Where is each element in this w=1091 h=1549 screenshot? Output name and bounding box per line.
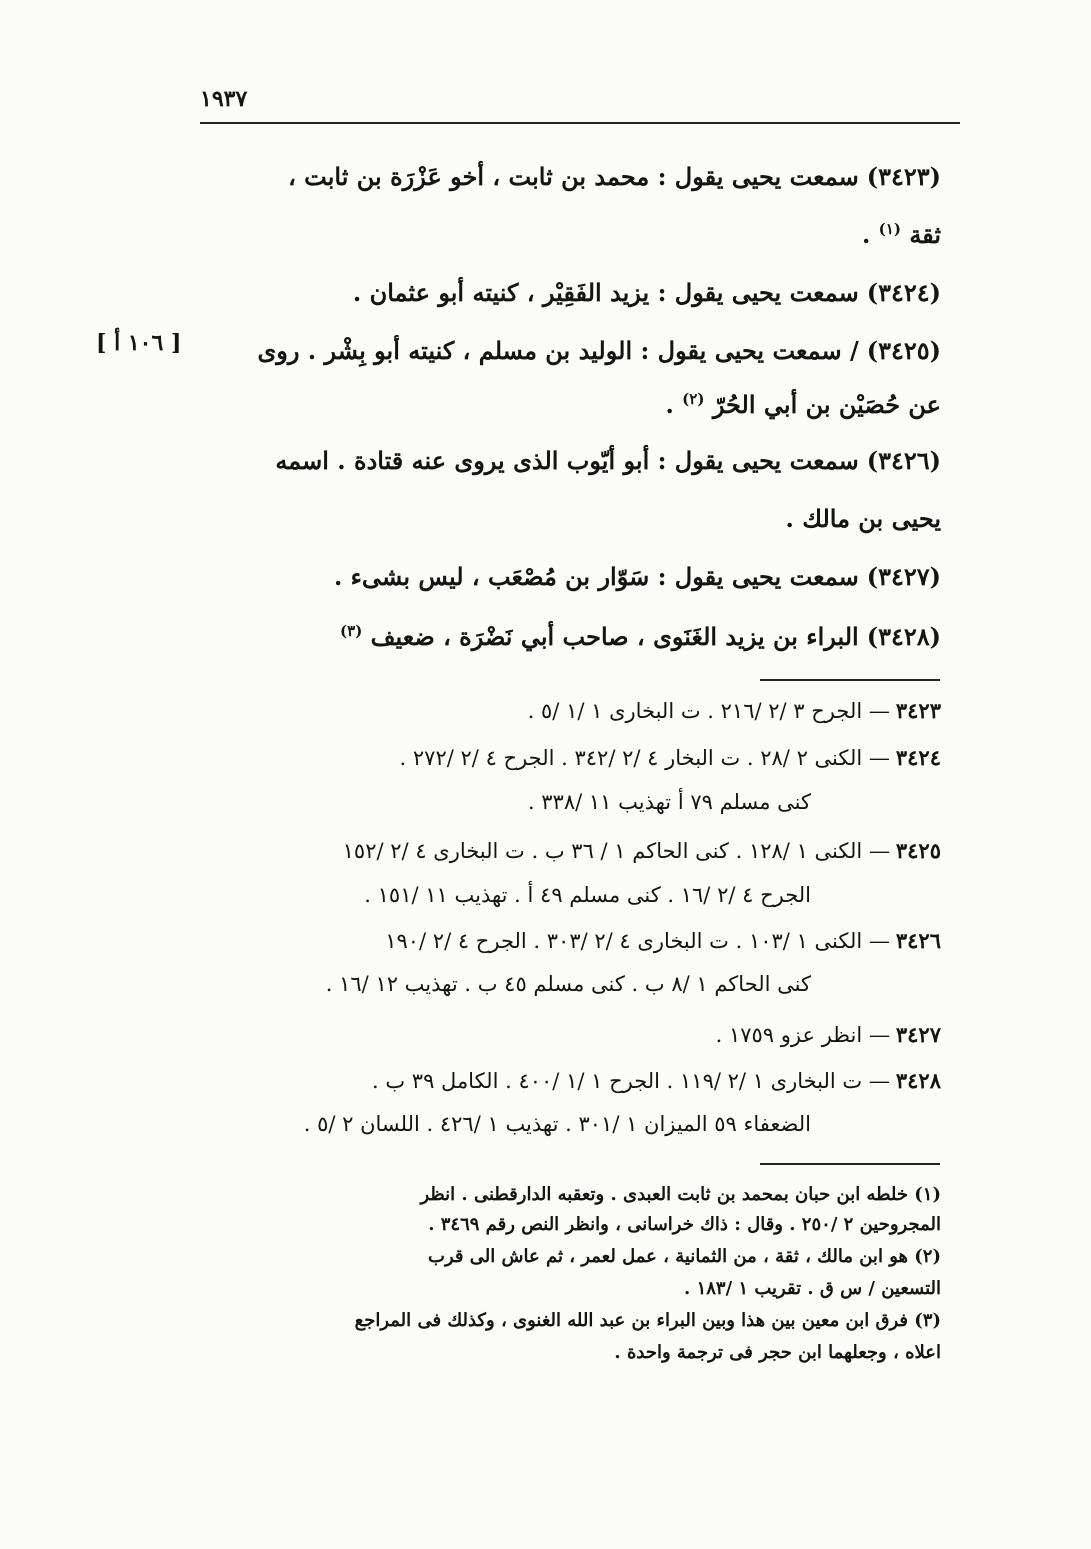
entry-3426-continuation — [786, 504, 942, 533]
entry-text: سمعت يحيى يقول : أبو أيّوب الذى يروى عنه قتادة . اسمه — [275, 446, 859, 475]
reference-3426 — [385, 928, 941, 953]
entry-text: البراء بن يزيد الغَنَوى ، صاحب أبي نَضْرَة ، ضعيف — [370, 622, 859, 651]
reference-3423 — [528, 698, 941, 723]
reference-3428 — [372, 1068, 941, 1093]
entry-3425 — [257, 336, 941, 365]
reference-line: — الكنى ١ /١٠٣ . ت البخارى ٤ /٢ /٣٠٣ . الجرح ٤ /٢ /١٩٠ — [385, 929, 890, 953]
references-rule — [760, 679, 940, 681]
reference-line: — الكنى ١ /١٢٨ . كنى الحاكم ١ / ٣٦ ب . ت البخارى ٤ /٢ /١٥٢ — [342, 839, 890, 863]
entry-number: (٣٤٢٥) — [866, 336, 941, 365]
footnote-marker: (١) — [878, 220, 901, 238]
reference-3425 — [343, 838, 941, 863]
reference-3424-line-2: كنى مسلم ٧٩ أ تهذيب ١١ /٣٣٨ . — [527, 790, 811, 814]
reference-3426-line-2: كنى الحاكم ١ /٨ ب . كنى مسلم ٤٥ ب . تهذيب ١٢ /١٦ . — [325, 972, 811, 996]
footnote-1-line-2: المجروحين ٢ /٢٥٠ . وقال : ذاك خراسانى ، وانظر النص رقم ٣٤٦٩ . — [428, 1214, 941, 1235]
page-number: ١٩٣٧ — [200, 86, 248, 112]
reference-3424 — [400, 745, 941, 770]
footnote-1: (١) خلطه ابن حبان بمحمد بن ثابت العبدى . وتعقبه الدارقطنى . انظر — [420, 1184, 941, 1205]
entry-text: / سمعت يحيى يقول : الوليد بن مسلم ، كنيته أبو بِشْر . روى — [257, 336, 859, 365]
entry-3426 — [275, 446, 941, 475]
entry-continuation: عن حُصَيْن بن أبي الحُرّ — [712, 390, 941, 419]
margin-folio-reference: [ ١٠٦ أ ] — [96, 330, 182, 356]
reference-3428-line-2: الضعفاء ٥٩ الميزان ١ /٣٠١ . تهذيب ١ /٤٢٦ . اللسان ٢ /٥ . — [303, 1112, 811, 1136]
entry-3427 — [334, 562, 941, 591]
entry-continuation: ثقة — [909, 220, 941, 249]
entry-number: (٣٤٢٣) — [866, 162, 941, 191]
footnote-3: (٣) فرق ابن معين بين هذا وبين البراء بن عبد الله الغنوى ، وكذلك فى المراجع — [354, 1310, 941, 1331]
entry-end: . — [665, 390, 674, 419]
footnote-3-line-2: اعلاه ، وجعلهما ابن حجر فى ترجمة واحدة . — [614, 1342, 941, 1363]
entry-number: (٣٤٢٨) — [866, 622, 941, 651]
entry-text: سمعت يحيى يقول : يزيد الفَقِيْر ، كنيته أبو عثمان . — [352, 278, 859, 307]
reference-line: — الجرح ٣ /٢ /٢١٦ . ت البخارى ١ /١ /٥ . — [527, 699, 890, 723]
reference-line: — ت البخارى ١ /٢ /١١٩ . الجرح ١ /١ /٤٠٠ . الكامل ٣٩ ب . — [372, 1069, 890, 1093]
reference-number: ٣٤٢٧ — [895, 1022, 941, 1047]
entry-3425-continuation — [665, 390, 941, 419]
entry-3424 — [353, 278, 941, 307]
entry-end: . — [861, 220, 871, 249]
entry-number: (٣٤٢٤) — [866, 278, 941, 307]
entry-number: (٣٤٢٦) — [866, 446, 941, 475]
footnotes-rule — [760, 1163, 940, 1165]
entry-text: سمعت يحيى يقول : سَوّار بن مُصْعَب ، ليس بشىء . — [333, 562, 859, 591]
entry-continuation: يحيى بن مالك . — [785, 504, 941, 533]
reference-number: ٣٤٢٥ — [895, 838, 941, 863]
header-rule — [200, 122, 960, 124]
entry-3423-continuation — [862, 220, 941, 249]
footnote-2-line-2: التسعين / س ق . تقريب ١ /١٨٣ . — [684, 1278, 941, 1299]
reference-number: ٣٤٢٨ — [895, 1068, 941, 1093]
entry-3423 — [288, 162, 941, 191]
reference-number: ٣٤٢٤ — [895, 745, 941, 770]
reference-line: — الكنى ٢ /٢٨ . ت البخار ٤ /٢ /٣٤٢ . الجرح ٤ /٢ /٢٧٢ . — [399, 746, 890, 770]
entry-text: سمعت يحيى يقول : محمد بن ثابت ، أخو عَزْرَة بن ثابت ، — [288, 162, 859, 191]
reference-3425-line-2: الجرح ٤ /٢ /١٦ . كنى مسلم ٤٩ أ . تهذيب ١١ /١٥١ . — [364, 883, 811, 907]
entry-number: (٣٤٢٧) — [866, 562, 941, 591]
reference-number: ٣٤٢٣ — [895, 698, 941, 723]
reference-number: ٣٤٢٦ — [895, 928, 941, 953]
entry-3428 — [340, 622, 941, 651]
footnote-2: (٢) هو ابن مالك ، ثقة ، من الثمانية ، عمل لعمر ، ثم عاش الى قرب — [428, 1246, 941, 1267]
reference-line: — انظر عزو ١٧٥٩ . — [715, 1023, 890, 1047]
footnote-marker: (٢) — [682, 390, 705, 408]
reference-3427 — [716, 1022, 941, 1047]
footnote-marker: (٣) — [340, 622, 363, 640]
